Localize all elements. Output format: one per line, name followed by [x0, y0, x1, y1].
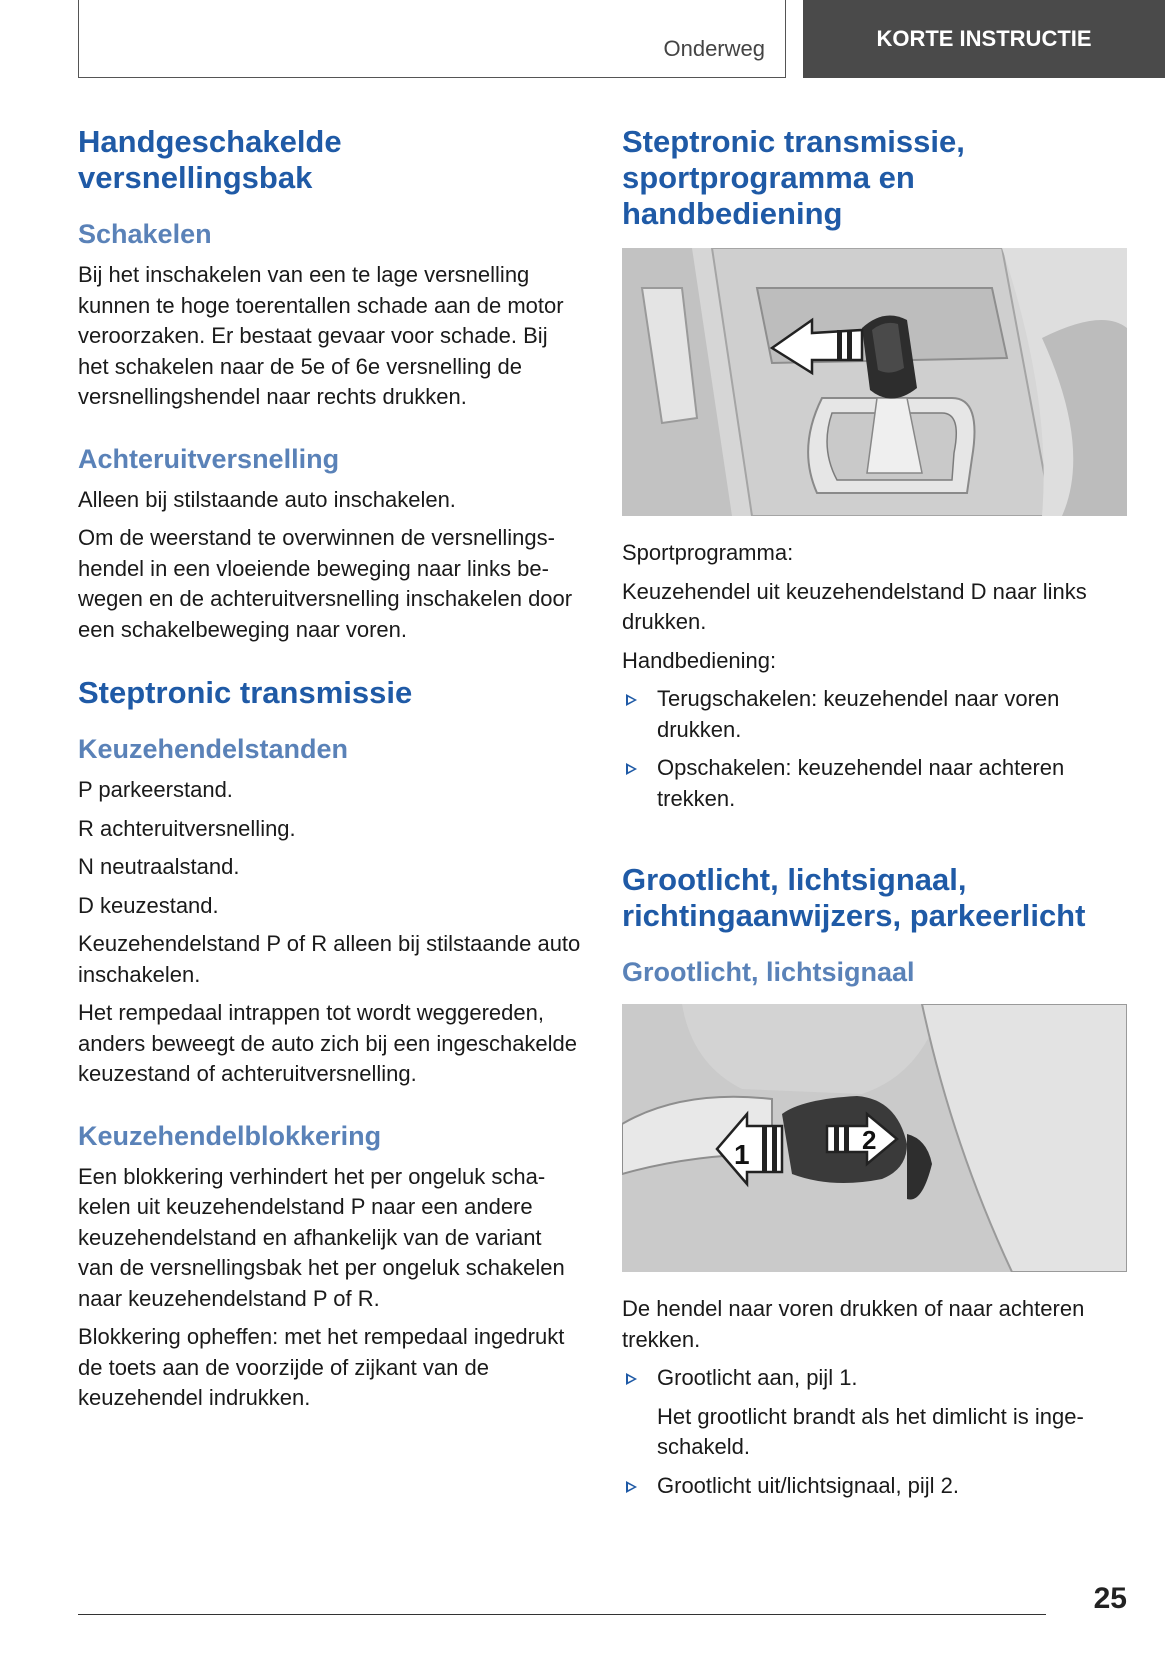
- paragraph-grootlicht-sub: Het grootlicht brandt als het dimlicht is ingeschakeld.: [657, 1403, 1084, 1459]
- paragraph-blokkering-2: Blokkering opheffen: met het rempedaal ingedrukt de toets aan de voorzijde of zijkant van de keuzehendel indrukken.: [78, 1324, 565, 1410]
- paragraph-sport-text: Keuzehendel uit keuzehendelstand D naar links drukken.: [622, 578, 1087, 634]
- header-box: [78, 0, 786, 78]
- right-column: [622, 124, 1127, 1509]
- heading-grootlicht-sub: Grootlicht, lichtsignaal: [622, 957, 915, 987]
- heading-keuzehendelstanden: Keuzehendelstanden: [78, 734, 349, 764]
- page-number: 25: [1093, 1582, 1127, 1615]
- bullet-list-grootlicht: [622, 1363, 1127, 1394]
- heading-achteruitversnelling: Achteruitversnelling: [78, 443, 340, 474]
- paragraph-hand-label: Handbediening:: [622, 647, 777, 673]
- paragraph-sport-label: Sportprogramma:: [622, 540, 794, 565]
- gear-selector-drawing: [622, 248, 1127, 516]
- paragraph-p: P parkeerstand.: [78, 777, 233, 802]
- light-lever-drawing: [622, 1004, 1127, 1272]
- heading-grootlicht: Grootlicht, lichtsignaal, richtingaanwijzers, parkeerlicht: [622, 862, 1086, 933]
- bullet-list-hand: [622, 684, 1127, 814]
- header-tab: KORTE INSTRUCTIE: [803, 0, 1165, 78]
- arrow-label-2: 2: [862, 1125, 877, 1155]
- gear-selector-illustration: [622, 248, 1127, 516]
- header-section-title: Onderweg: [663, 36, 765, 61]
- left-column: [78, 124, 583, 1422]
- heading-schakelen: Schakelen: [78, 219, 212, 249]
- bullet-text: Grootlicht uit/lichtsignaal, pijl 2.: [657, 1472, 960, 1498]
- heading-steptronic: Steptronic transmissie: [78, 675, 413, 710]
- bullet-text: Grootlicht aan, pijl 1.: [657, 1365, 858, 1390]
- paragraph-rempedaal: Het rempedaal intrappen tot wordt weggereden, anders beweegt de auto zich bij een ingeschakelde keuzestand of achteruitversnelling.: [78, 1000, 578, 1086]
- bullet-triangle-icon: [626, 1373, 637, 1385]
- paragraph-achteruit-1: Alleen bij stilstaande auto inschakelen.: [78, 486, 456, 512]
- arrow-label-1: 1: [734, 1139, 750, 1170]
- paragraph-achteruit-2: Om de weerstand te overwinnen de versnellingshendel in een vloeiende beweging naar links bewegen en de achteruitversnelling inschakelen door een schakelbeweging naar voren.: [78, 525, 573, 642]
- paragraph-blokkering-1: Een blokkering verhindert het per ongeluk schakelen uit keuzehendelstand P naar een andere keuzehendelstand en afhankelijk van de variant van de versnellingsbak het per ongeluk schakelen naar keuzehendelstand P of R.: [78, 1163, 565, 1311]
- bullet-item-grootlicht-uit: [622, 1471, 1127, 1502]
- paragraph-d: D keuzestand.: [78, 892, 219, 918]
- heading-manual-gearbox: Handgeschakelde versnellingsbak: [78, 124, 342, 195]
- bullet-list-grootlicht-uit: [622, 1471, 1127, 1502]
- bullet-item-terugschakelen: [622, 684, 1127, 745]
- light-lever-illustration: [622, 1004, 1127, 1272]
- paragraph-n: N neutraalstand.: [78, 854, 240, 879]
- bullet-triangle-icon: [626, 1481, 637, 1493]
- paragraph-hendel: De hendel naar voren drukken of naar achteren trekken.: [622, 1296, 1085, 1352]
- bullet-triangle-icon: [626, 694, 637, 706]
- paragraph-schakelen: Bij het inschakelen van een te lage versnelling kunnen te hoge toerentallen schade aan de motor veroorzaken. Er bestaat gevaar voor schade. Bij het schakelen naar de 5e of 6e versnelling de versnellingshendel naar rechts drukken.: [78, 262, 564, 409]
- heading-keuzehendelblokkering: Keuzehendelblokkering: [78, 1120, 382, 1151]
- bullet-item-grootlicht-aan: [622, 1363, 1127, 1394]
- paragraph-pr: Keuzehendelstand P of R alleen bij stilstaande auto inschakelen.: [78, 931, 581, 987]
- bullet-text: Terugschakelen: keuzehendel naar voren drukken.: [657, 686, 1060, 742]
- paragraph-r: R achteruitversnelling.: [78, 815, 296, 841]
- heading-steptronic-sport: Steptronic transmissie, sportprogramma en handbediening: [622, 124, 965, 231]
- bullet-triangle-icon: [626, 763, 637, 775]
- bullet-item-opschakelen: [622, 753, 1127, 814]
- footer-divider: [78, 1614, 1046, 1615]
- bullet-text: Opschakelen: keuzehendel naar achteren trekken.: [657, 755, 1065, 811]
